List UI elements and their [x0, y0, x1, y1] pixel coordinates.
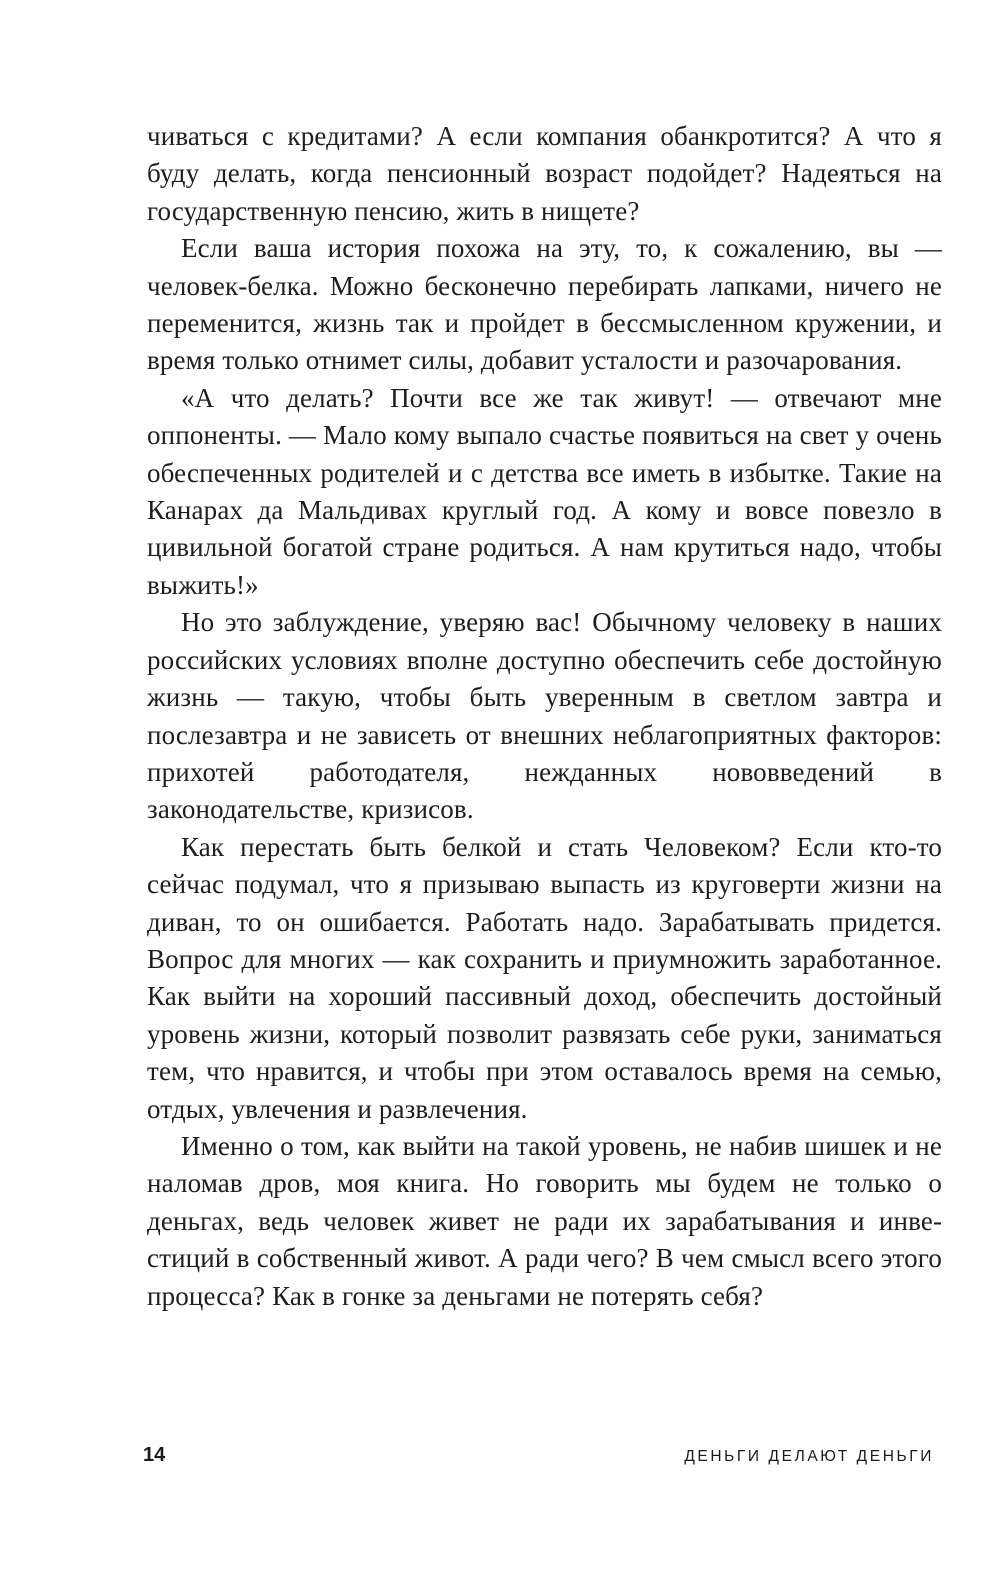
paragraph: Если ваша история похожа на эту, то, к сожалению, вы — человек-белка. Можно бесконечно перебирать лапками, ничего не переменится, жизнь так и пройдет в бессмысленном кружении, и время только отнимет силы, добавит усталости и разочарования.	[147, 233, 942, 376]
paragraph-continuation: чиваться с кредитами? А если компания обанкротится? А что я буду делать, когда пенсионный возраст подойдет? Надеяться на государственную пенсию, жить в нищете?	[147, 121, 942, 226]
paragraph: Как перестать быть белкой и стать Человеком? Если кто-то сейчас подумал, что я призываю выпасть из круговерти жизни на диван, то он ошибается. Работать надо. Зарабатывать придется. Вопрос для многих — как сохранить и приумножить заработанное. Как выйти на хороший пассивный доход, обеспечить достойный уровень жизни, который позволит развязать себе руки, заниматься тем, что нравится, и чтобы при этом оставалось время на семью, отдых, увлечения и развлечения.	[147, 831, 942, 1124]
paragraph: Но это заблуждение, уверяю вас! Обычному человеку в наших российских условиях вполне доступно обеспечить себе достойную жизнь — такую, чтобы быть уверенным в светлом завтра и послезавтра и не зависеть от внешних неблагоприятных факторов: прихотей работодателя, нежданных нововведений в законодательстве, кризисов.	[147, 607, 942, 825]
paragraph: «А что делать? Почти все же так живут! — отвечают мне оппоненты. — Мало кому выпало счастье появиться на свет у очень обеспеченных родителей и с детства все иметь в избытке. Такие на Канарах да Мальдивах круглый год. А кому и вовсе повезло в цивильной богатой стране родиться. А нам крутиться надо, чтобы выжить!»	[147, 382, 942, 600]
running-footer-title: ДЕНЬГИ ДЕЛАЮТ ДЕНЬГИ	[684, 1448, 934, 1465]
paragraph: Именно о том, как выйти на такой уровень, не набив шишек и не наломав дров, моя книга. Но говорить мы будем не только о деньгах, ведь человек живет не ради их зарабатывания и инвестиций в собственный живот. А ради чего? В чем смысл всего этого процесса? Как в гонке за деньгами не потерять себя?	[147, 1130, 942, 1311]
body-text	[147, 118, 942, 1315]
page-number: 14	[143, 1444, 166, 1466]
